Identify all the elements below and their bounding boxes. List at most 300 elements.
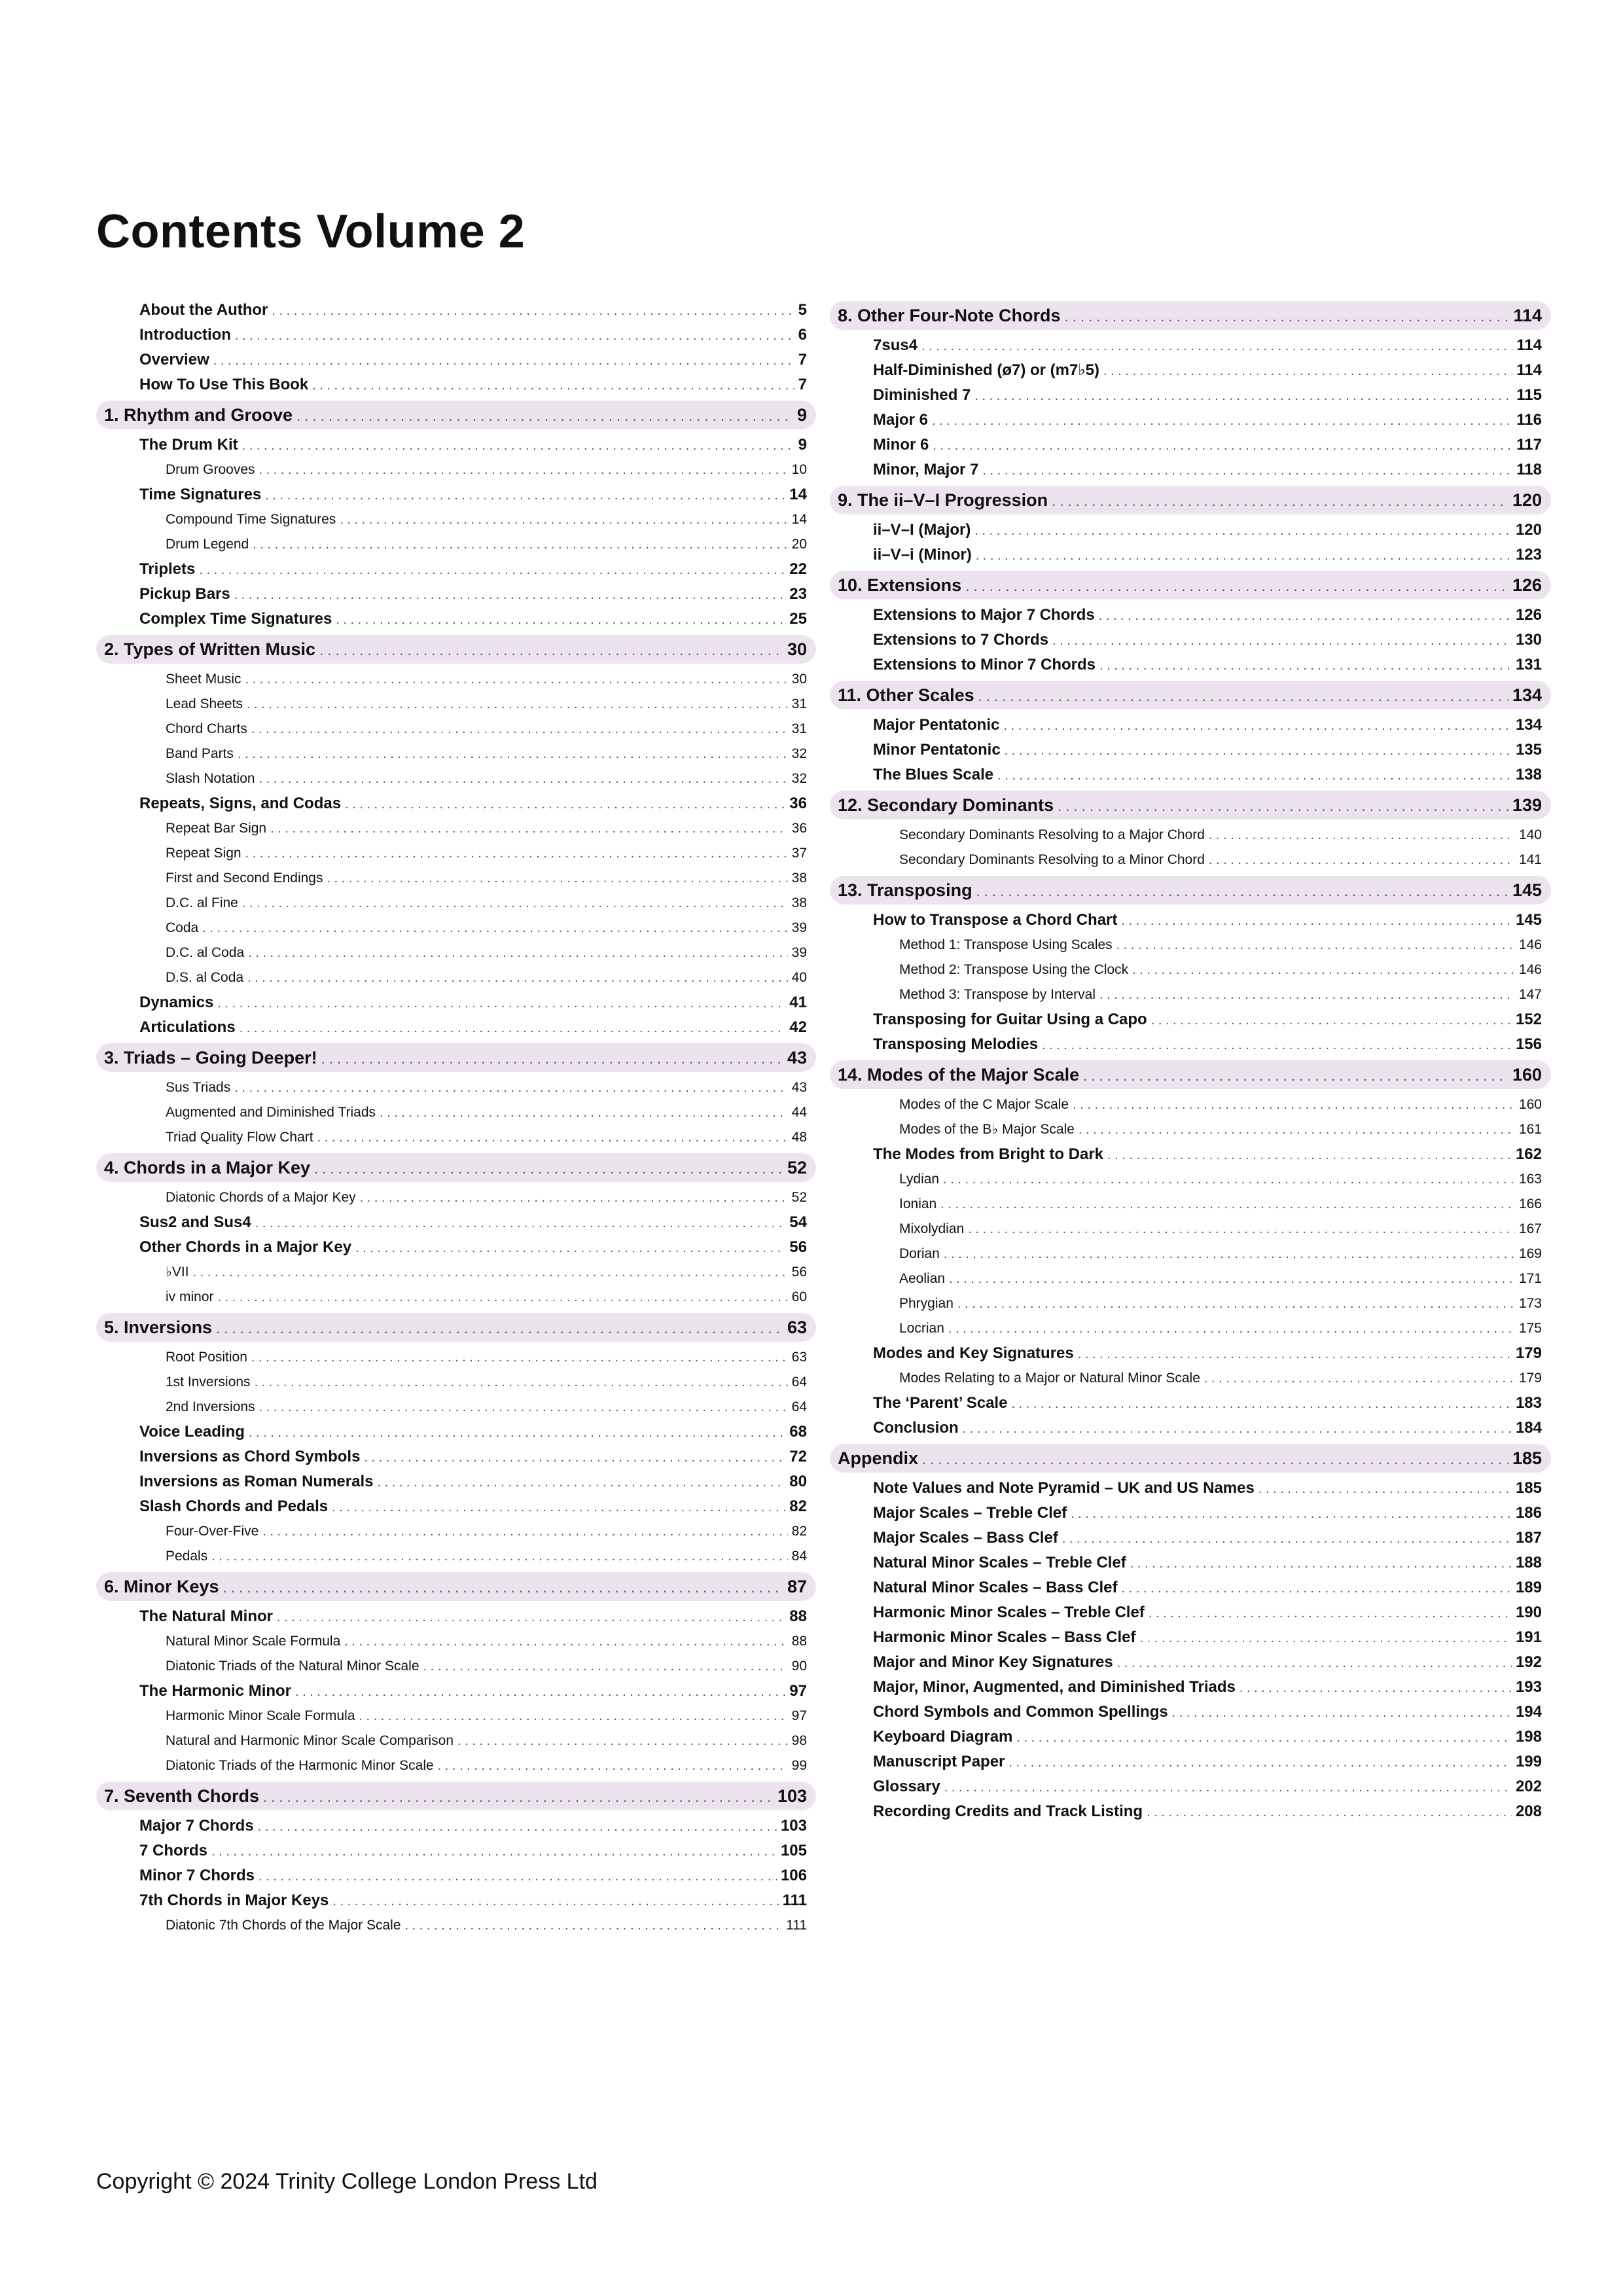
dot-leader <box>380 1100 788 1125</box>
dot-leader <box>263 1783 774 1812</box>
toc-subsection-page-number: 146 <box>1518 937 1542 952</box>
toc-subsection-page-number: 39 <box>791 945 807 960</box>
toc-chapter[interactable] <box>830 1060 1551 1089</box>
toc-subsection[interactable] <box>96 766 816 791</box>
toc-section-page-number: 190 <box>1515 1604 1542 1621</box>
toc-subsection-page-number: 173 <box>1518 1296 1542 1311</box>
toc-subsection[interactable] <box>96 1519 816 1544</box>
toc-section[interactable] <box>830 408 1551 433</box>
dot-leader <box>932 408 1512 433</box>
dot-leader <box>355 1236 785 1261</box>
toc-section[interactable] <box>96 348 816 372</box>
toc-section-page-number: 115 <box>1516 386 1542 404</box>
toc-subsection-page-number: 43 <box>791 1080 807 1095</box>
toc-subsection-page-number: 63 <box>791 1350 807 1365</box>
toc-subsection-page-number: 111 <box>786 1918 807 1933</box>
toc-section-title: ii–V–I (Major) <box>873 521 971 539</box>
toc-section-page-number: 118 <box>1516 461 1542 478</box>
toc-subsection-title: Locrian <box>899 1321 944 1336</box>
toc-subsection-page-number: 175 <box>1518 1321 1542 1336</box>
dot-leader <box>217 991 785 1016</box>
toc-chapter[interactable] <box>96 1043 816 1072</box>
toc-section-title: Note Values and Note Pyramid – UK and US Names <box>873 1479 1255 1497</box>
toc-section-title: Minor Pentatonic <box>873 741 1001 759</box>
toc-subsection-title: D.S. al Coda <box>166 970 244 985</box>
toc-subsection-page-number: 88 <box>791 1634 807 1649</box>
toc-subsection-title: Pedals <box>166 1549 208 1564</box>
toc-subsection-page-number: 160 <box>1518 1097 1542 1112</box>
toc-subsection[interactable] <box>830 1167 1551 1192</box>
toc-subsection-title: Coda <box>166 920 199 935</box>
toc-section[interactable] <box>96 1444 816 1469</box>
toc-subsection-title: Method 1: Transpose Using Scales <box>899 937 1113 952</box>
toc-section-page-number: 183 <box>1515 1394 1542 1412</box>
dot-leader <box>1132 958 1515 982</box>
toc-subsection[interactable] <box>96 816 816 841</box>
dot-leader <box>240 1016 786 1041</box>
toc-subsection-title: Secondary Dominants Resolving to a Major Chord <box>899 827 1205 842</box>
toc-subsection-page-number: 169 <box>1518 1246 1542 1261</box>
dot-leader <box>262 1519 787 1544</box>
toc-section[interactable] <box>96 1420 816 1444</box>
dot-leader <box>1151 1008 1512 1033</box>
toc-section[interactable] <box>96 1469 816 1494</box>
toc-section[interactable] <box>96 323 816 348</box>
toc-section[interactable] <box>830 457 1551 482</box>
toc-section[interactable] <box>96 433 816 457</box>
toc-subsection-title: Ionian <box>899 1196 937 1211</box>
dot-leader <box>259 1395 788 1420</box>
toc-subsection-page-number: 39 <box>791 920 807 935</box>
toc-section[interactable] <box>830 1700 1551 1725</box>
toc-section-title: Half-Diminished (ø7) or (m7♭5) <box>873 361 1100 379</box>
toc-subsection[interactable] <box>830 1366 1551 1391</box>
toc-subsection[interactable] <box>830 1291 1551 1316</box>
toc-subsection-title: Aeolian <box>899 1271 946 1286</box>
dot-leader <box>344 1629 787 1654</box>
toc-subsection[interactable] <box>830 1242 1551 1266</box>
toc-subsection-title: Modes Relating to a Major or Natural Minor Scale <box>899 1371 1200 1386</box>
toc-section-page-number: 131 <box>1515 656 1542 673</box>
toc-subsection-title: Modes of the B♭ Major Scale <box>899 1122 1075 1137</box>
dot-leader <box>974 518 1512 543</box>
toc-subsection[interactable] <box>830 982 1551 1007</box>
toc-subsection-title: Chord Charts <box>166 721 247 736</box>
dot-leader <box>259 457 788 482</box>
toc-section-title: Major Scales – Treble Clef <box>873 1504 1067 1522</box>
dot-leader <box>982 458 1512 483</box>
toc-subsection[interactable] <box>830 848 1551 872</box>
toc-section-page-number: 152 <box>1515 1011 1542 1028</box>
dot-leader <box>1121 908 1512 933</box>
toc-section-title: Minor, Major 7 <box>873 461 979 478</box>
toc-section-page-number: 42 <box>789 1018 807 1036</box>
toc-subsection[interactable] <box>830 1117 1551 1142</box>
toc-section[interactable] <box>830 1799 1551 1824</box>
toc-section[interactable] <box>96 372 816 397</box>
dot-leader <box>1147 1800 1512 1825</box>
dot-leader <box>321 1045 783 1073</box>
dot-leader <box>963 1416 1512 1441</box>
toc-subsection[interactable] <box>96 1370 816 1395</box>
toc-chapter-page-number: 9 <box>796 405 807 425</box>
dot-leader <box>944 1775 1512 1800</box>
toc-section[interactable] <box>830 1032 1551 1057</box>
dot-leader <box>1117 1651 1512 1676</box>
toc-section[interactable] <box>830 1501 1551 1526</box>
toc-subsection-page-number: 171 <box>1518 1271 1542 1286</box>
toc-section[interactable] <box>830 1341 1551 1366</box>
toc-section-title: About the Author <box>139 301 268 319</box>
toc-section[interactable] <box>830 1774 1551 1799</box>
toc-section[interactable] <box>830 358 1551 383</box>
toc-chapter[interactable] <box>96 1782 816 1810</box>
toc-chapter[interactable] <box>830 681 1551 709</box>
toc-section[interactable] <box>96 582 816 607</box>
toc-section[interactable] <box>830 1675 1551 1700</box>
toc-section-title: Dynamics <box>139 994 214 1011</box>
toc-subsection-page-number: 82 <box>791 1524 807 1539</box>
dot-leader <box>1209 848 1515 872</box>
dot-leader <box>270 816 788 841</box>
dot-leader <box>359 1704 787 1729</box>
toc-subsection[interactable] <box>96 692 816 717</box>
toc-subsection-title: Secondary Dominants Resolving to a Minor Chord <box>899 852 1205 867</box>
dot-leader <box>295 1679 785 1704</box>
toc-subsection[interactable] <box>96 742 816 766</box>
toc-subsection-title: Drum Legend <box>166 537 249 552</box>
dot-leader <box>360 1185 788 1210</box>
dot-leader <box>976 877 1508 906</box>
toc-section[interactable] <box>96 1210 816 1235</box>
dot-leader <box>245 667 788 692</box>
toc-subsection-page-number: 60 <box>791 1289 807 1304</box>
toc-section-page-number: 187 <box>1515 1529 1542 1547</box>
dot-leader <box>211 1839 777 1864</box>
toc-section[interactable] <box>96 298 816 323</box>
dot-leader <box>1011 1391 1512 1416</box>
toc-section-title: Transposing for Guitar Using a Capo <box>873 1011 1147 1028</box>
toc-subsection-page-number: 38 <box>791 870 807 886</box>
toc-subsection[interactable] <box>96 1075 816 1100</box>
dot-leader <box>1073 1092 1515 1117</box>
toc-chapter-page-number: 134 <box>1512 685 1542 705</box>
dot-leader <box>265 483 785 508</box>
toc-section[interactable] <box>830 603 1551 628</box>
toc-subsection[interactable] <box>96 1185 816 1210</box>
dot-leader <box>1172 1700 1512 1725</box>
toc-chapter[interactable] <box>96 1572 816 1601</box>
dot-leader <box>978 682 1508 711</box>
toc-section-title: Major Pentatonic <box>873 716 1000 734</box>
toc-section[interactable] <box>96 1863 816 1888</box>
toc-subsection-page-number: 31 <box>791 721 807 736</box>
toc-section[interactable] <box>830 1007 1551 1032</box>
toc-subsection-page-number: 179 <box>1518 1371 1542 1386</box>
toc-section-page-number: 56 <box>789 1238 807 1256</box>
toc-subsection[interactable] <box>96 717 816 742</box>
toc-subsection[interactable] <box>96 866 816 891</box>
toc-subsection-page-number: 64 <box>791 1374 807 1390</box>
toc-subsection[interactable] <box>96 457 816 482</box>
toc-subsection[interactable] <box>96 891 816 916</box>
toc-section[interactable] <box>830 1416 1551 1441</box>
dot-leader <box>933 433 1512 458</box>
toc-chapter[interactable] <box>830 876 1551 905</box>
toc-section-title: The Natural Minor <box>139 1607 274 1625</box>
toc-subsection[interactable] <box>830 1266 1551 1291</box>
dot-leader <box>1130 1551 1512 1576</box>
dot-leader <box>312 373 794 398</box>
toc-section-page-number: 134 <box>1515 716 1542 734</box>
toc-subsection-title: Natural and Harmonic Minor Scale Comparison <box>166 1733 454 1748</box>
toc-section[interactable] <box>96 482 816 507</box>
toc-subsection[interactable] <box>830 1217 1551 1242</box>
toc-subsection[interactable] <box>96 1654 816 1679</box>
toc-section-page-number: 36 <box>789 795 807 812</box>
dot-leader <box>277 1605 785 1630</box>
toc-section[interactable] <box>830 908 1551 933</box>
toc-subsection-page-number: 20 <box>791 537 807 552</box>
toc-subsection[interactable] <box>830 1192 1551 1217</box>
toc-subsection[interactable] <box>96 965 816 990</box>
toc-section-title: Major 7 Chords <box>139 1817 254 1835</box>
dot-leader <box>1121 1576 1511 1601</box>
toc-section[interactable] <box>96 607 816 632</box>
toc-section[interactable] <box>830 738 1551 762</box>
toc-subsection[interactable] <box>830 1316 1551 1341</box>
toc-section-title: Voice Leading <box>139 1423 245 1441</box>
toc-chapter-title: Appendix <box>838 1448 919 1468</box>
toc-chapter[interactable] <box>830 486 1551 514</box>
dot-leader <box>1062 1526 1512 1551</box>
toc-subsection-title: Phrygian <box>899 1296 954 1311</box>
toc-section[interactable] <box>830 1650 1551 1675</box>
toc-section[interactable] <box>96 1604 816 1629</box>
toc-subsection-page-number: 166 <box>1518 1196 1542 1211</box>
toc-subsection[interactable] <box>96 1629 816 1654</box>
toc-chapter-page-number: 120 <box>1512 490 1542 510</box>
toc-section-page-number: 7 <box>798 376 807 393</box>
toc-subsection[interactable] <box>830 958 1551 982</box>
dot-leader <box>1099 653 1512 678</box>
toc-subsection[interactable] <box>96 1753 816 1778</box>
dot-leader <box>1258 1477 1512 1501</box>
toc-subsection[interactable] <box>96 507 816 532</box>
toc-subsection[interactable] <box>96 1260 816 1285</box>
toc-section[interactable] <box>830 713 1551 738</box>
toc-section[interactable] <box>96 1839 816 1863</box>
dot-leader <box>336 607 785 632</box>
toc-section-page-number: 54 <box>789 1213 807 1231</box>
toc-chapter[interactable] <box>830 301 1551 330</box>
toc-chapter[interactable] <box>96 1313 816 1342</box>
toc-section[interactable] <box>96 1888 816 1913</box>
toc-section-title: Extensions to Major 7 Chords <box>873 606 1095 624</box>
toc-subsection-page-number: 32 <box>791 746 807 761</box>
toc-section[interactable] <box>830 1749 1551 1774</box>
toc-section[interactable] <box>96 557 816 582</box>
toc-section[interactable] <box>830 383 1551 408</box>
toc-section-page-number: 162 <box>1515 1145 1542 1163</box>
toc-subsection-page-number: 56 <box>791 1265 807 1280</box>
toc-section[interactable] <box>830 518 1551 543</box>
toc-chapter-page-number: 114 <box>1513 306 1542 325</box>
toc-section-title: Inversions as Chord Symbols <box>139 1448 361 1465</box>
toc-chapter-page-number: 103 <box>777 1786 807 1806</box>
toc-subsection[interactable] <box>830 823 1551 848</box>
toc-section-page-number: 82 <box>789 1498 807 1515</box>
dot-leader <box>423 1654 788 1679</box>
toc-subsection-title: Drum Grooves <box>166 462 255 477</box>
toc-section[interactable] <box>96 1814 816 1839</box>
toc-section-page-number: 72 <box>789 1448 807 1465</box>
toc-section[interactable] <box>830 543 1551 567</box>
toc-section[interactable] <box>830 762 1551 787</box>
toc-section[interactable] <box>830 1725 1551 1749</box>
dot-leader <box>1204 1366 1515 1391</box>
toc-section[interactable] <box>830 628 1551 653</box>
dot-leader <box>1149 1601 1512 1626</box>
toc-subsection[interactable] <box>96 1544 816 1569</box>
toc-section-title: 7th Chords in Major Keys <box>139 1892 329 1909</box>
toc-section[interactable] <box>830 1142 1551 1167</box>
dot-leader <box>377 1470 785 1495</box>
toc-section-title: Chord Symbols and Common Spellings <box>873 1703 1168 1721</box>
toc-subsection[interactable] <box>96 1704 816 1729</box>
toc-section[interactable] <box>96 1679 816 1704</box>
toc-section[interactable] <box>830 1551 1551 1575</box>
toc-subsection-page-number: 40 <box>791 970 807 985</box>
toc-subsection-page-number: 84 <box>791 1549 807 1564</box>
toc-chapter[interactable] <box>96 635 816 664</box>
toc-section-page-number: 130 <box>1515 631 1542 649</box>
toc-subsection-title: Augmented and Diminished Triads <box>166 1105 376 1120</box>
dot-leader <box>272 298 794 323</box>
toc-subsection-page-number: 141 <box>1518 852 1542 867</box>
toc-subsection-page-number: 10 <box>791 462 807 477</box>
dot-leader <box>405 1913 783 1938</box>
toc-subsection[interactable] <box>96 532 816 557</box>
toc-subsection-page-number: 14 <box>791 512 807 527</box>
toc-chapter-title: 4. Chords in a Major Key <box>104 1158 311 1177</box>
toc-section[interactable] <box>830 1476 1551 1501</box>
toc-section-title: Manuscript Paper <box>873 1753 1005 1770</box>
dot-leader <box>457 1729 788 1753</box>
dot-leader <box>1008 1750 1512 1775</box>
toc-section[interactable] <box>830 1391 1551 1416</box>
toc-subsection-page-number: 32 <box>791 771 807 786</box>
toc-subsection[interactable] <box>96 1913 816 1938</box>
dot-leader <box>438 1753 788 1778</box>
toc-subsection-title: Diatonic Triads of the Natural Minor Scale <box>166 1659 419 1674</box>
toc-subsection[interactable] <box>96 1729 816 1753</box>
toc-section[interactable] <box>830 1600 1551 1625</box>
dot-leader <box>216 1314 783 1343</box>
toc-section-page-number: 14 <box>789 486 807 503</box>
toc-chapter-title: 12. Secondary Dominants <box>838 795 1054 815</box>
toc-subsection[interactable] <box>96 916 816 941</box>
toc-chapter[interactable] <box>830 791 1551 819</box>
toc-chapter[interactable] <box>830 1444 1551 1473</box>
toc-subsection-page-number: 48 <box>791 1130 807 1145</box>
toc-section[interactable] <box>830 433 1551 457</box>
toc-section[interactable] <box>96 791 816 816</box>
toc-section-page-number: 198 <box>1515 1728 1542 1746</box>
dot-leader <box>976 543 1512 568</box>
dot-leader <box>234 1075 787 1100</box>
dot-leader <box>199 558 785 583</box>
toc-subsection[interactable] <box>96 1285 816 1310</box>
toc-subsection[interactable] <box>96 1395 816 1420</box>
toc-chapter-title: 3. Triads – Going Deeper! <box>104 1048 317 1067</box>
toc-subsection-title: Natural Minor Scale Formula <box>166 1634 341 1649</box>
toc-subsection-title: Band Parts <box>166 746 234 761</box>
toc-section-title: Major Scales – Bass Clef <box>873 1529 1058 1547</box>
toc-chapter-page-number: 63 <box>787 1318 807 1337</box>
toc-chapter-title: 1. Rhythm and Groove <box>104 405 293 425</box>
toc-section-page-number: 22 <box>789 560 807 578</box>
dot-leader <box>1099 603 1512 628</box>
toc-section-title: Articulations <box>139 1018 236 1036</box>
toc-subsection[interactable] <box>96 941 816 965</box>
toc-subsection[interactable] <box>96 1100 816 1125</box>
dot-leader <box>944 1242 1515 1266</box>
toc-section-page-number: 202 <box>1515 1778 1542 1795</box>
toc-section[interactable] <box>96 1015 816 1040</box>
toc-section-title: Extensions to 7 Chords <box>873 631 1049 649</box>
toc-subsection-title: Diatonic Chords of a Major Key <box>166 1190 356 1205</box>
toc-subsection-title: ♭VII <box>166 1265 189 1280</box>
toc-chapter-title: 11. Other Scales <box>838 685 974 705</box>
toc-section[interactable] <box>96 1235 816 1260</box>
toc-subsection-page-number: 52 <box>791 1190 807 1205</box>
dot-leader <box>1052 628 1512 653</box>
toc-section-title: The Blues Scale <box>873 766 994 783</box>
toc-subsection-page-number: 98 <box>791 1733 807 1748</box>
toc-section[interactable] <box>830 1575 1551 1600</box>
toc-chapter[interactable] <box>96 1153 816 1182</box>
toc-section-title: 7 Chords <box>139 1842 208 1859</box>
toc-section[interactable] <box>830 1526 1551 1551</box>
toc-subsection-title: 2nd Inversions <box>166 1399 255 1414</box>
dot-leader <box>253 532 787 557</box>
toc-section[interactable] <box>830 1625 1551 1650</box>
dot-leader <box>242 433 794 458</box>
toc-subsection[interactable] <box>96 667 816 692</box>
toc-subsection[interactable] <box>96 1125 816 1150</box>
toc-section[interactable] <box>96 990 816 1015</box>
toc-subsection[interactable] <box>96 1345 816 1370</box>
dot-leader <box>332 1889 778 1914</box>
toc-section-title: The Modes from Bright to Dark <box>873 1145 1104 1163</box>
toc-section-page-number: 103 <box>780 1817 807 1835</box>
toc-section[interactable] <box>96 1494 816 1519</box>
toc-section[interactable] <box>830 333 1551 358</box>
toc-section-page-number: 191 <box>1515 1628 1542 1646</box>
toc-section-page-number: 185 <box>1515 1479 1542 1497</box>
toc-subsection[interactable] <box>830 933 1551 958</box>
dot-leader <box>921 334 1512 359</box>
toc-chapter[interactable] <box>830 571 1551 600</box>
toc-section-title: Major and Minor Key Signatures <box>873 1653 1113 1671</box>
toc-subsection[interactable] <box>96 841 816 866</box>
toc-subsection[interactable] <box>830 1092 1551 1117</box>
toc-chapter[interactable] <box>96 401 816 429</box>
toc-section[interactable] <box>830 653 1551 677</box>
dot-leader <box>202 916 787 941</box>
dot-leader <box>259 1864 777 1889</box>
